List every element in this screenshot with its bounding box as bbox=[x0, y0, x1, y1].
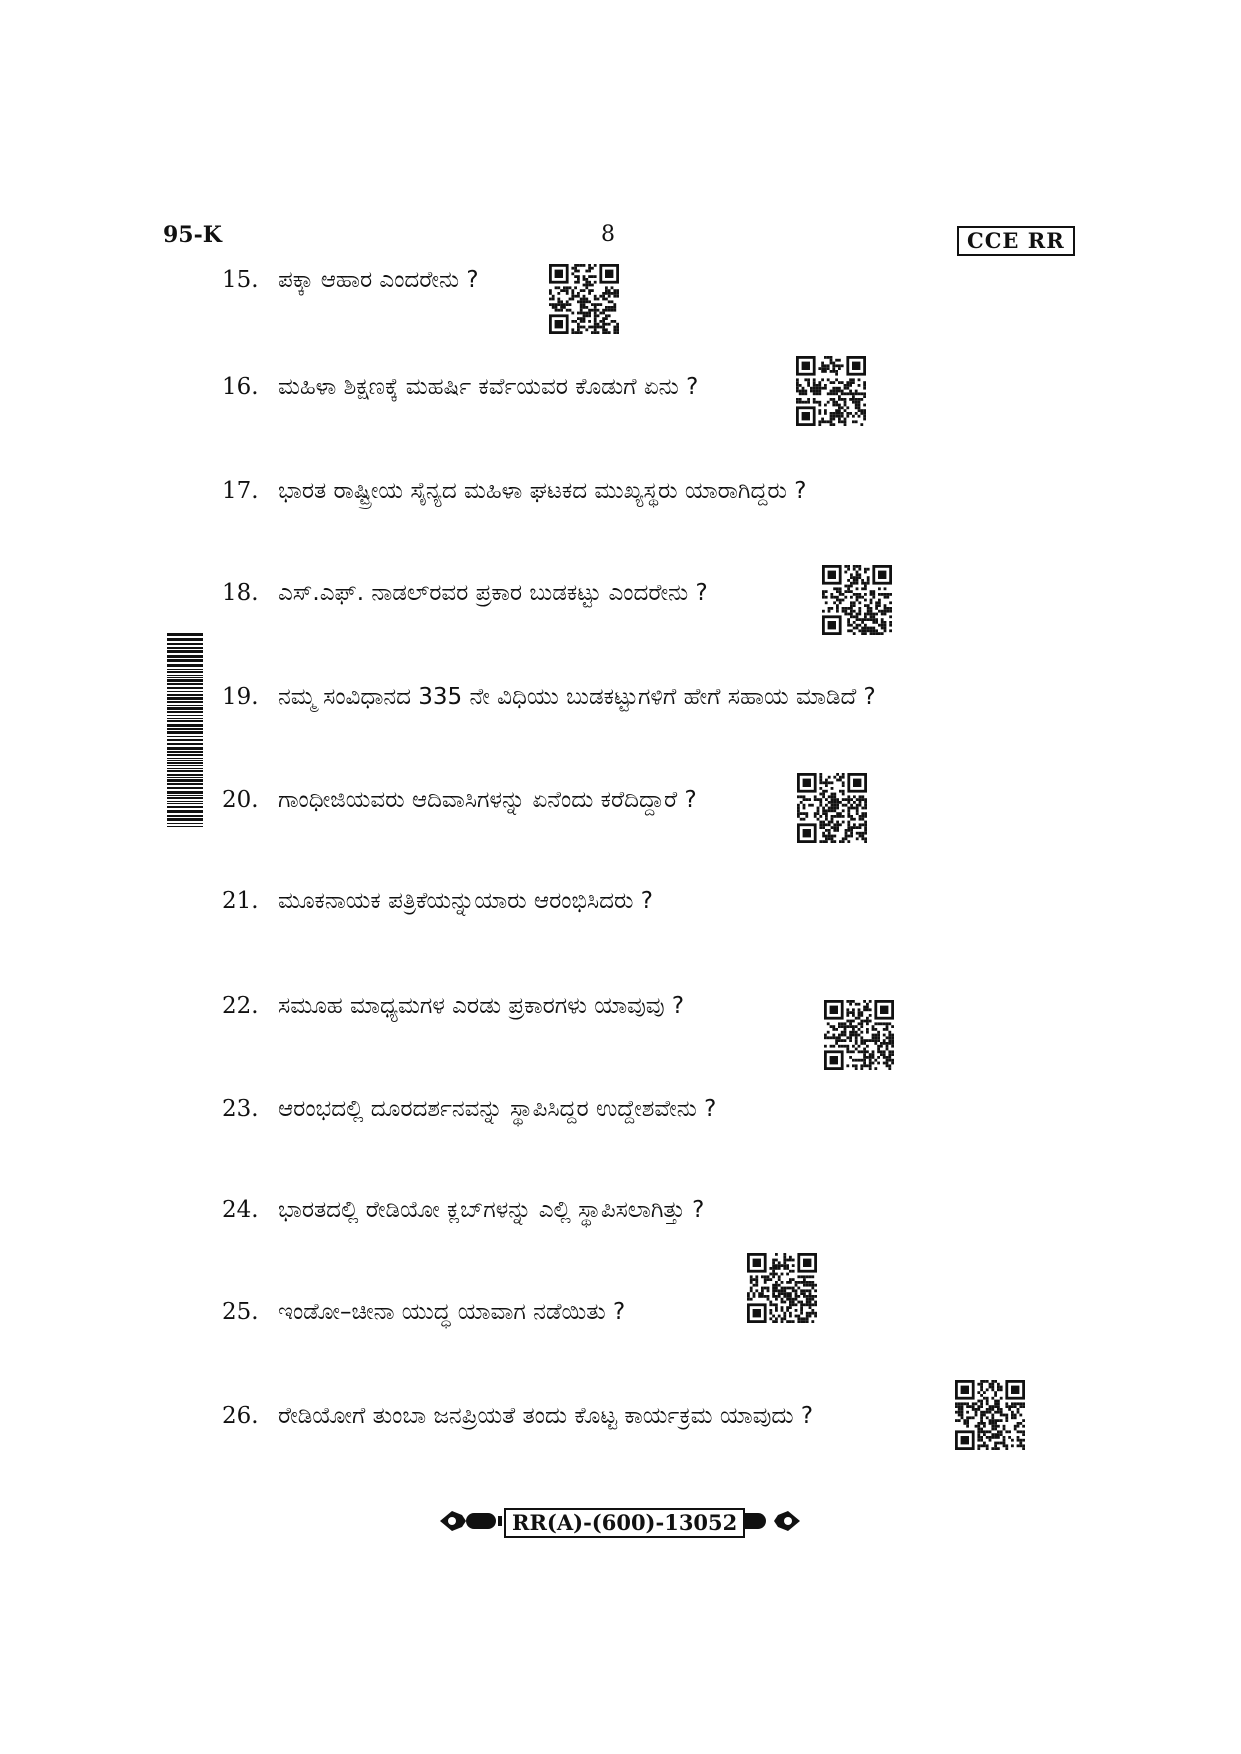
question-number: 16. bbox=[222, 374, 259, 400]
qr-code-icon bbox=[824, 1000, 894, 1070]
question-text: ಪಕ್ಕಾ ಆಹಾರ ಎಂದರೇನು ? bbox=[278, 267, 479, 293]
qr-code-icon bbox=[797, 773, 867, 843]
question-25 bbox=[222, 1299, 625, 1325]
question-number: 19. bbox=[222, 684, 259, 710]
question-number: 15. bbox=[222, 267, 259, 293]
qr-code-icon bbox=[822, 565, 892, 635]
question-number: 25. bbox=[222, 1299, 259, 1325]
question-number: 24. bbox=[222, 1197, 259, 1223]
question-text: ನಮ್ಮ ಸಂವಿಧಾನದ 335 ನೇ ವಿಧಿಯು ಬುಡಕಟ್ಟುಗಳಿಗೆ ಹೇಗೆ ಸಹಾಯ ಮಾಡಿದೆ ? bbox=[278, 684, 876, 710]
question-number: 23. bbox=[222, 1096, 259, 1122]
question-16 bbox=[222, 374, 698, 400]
question-19 bbox=[222, 684, 876, 710]
footer-code: RR(A)-(600)-13052 bbox=[504, 1508, 745, 1538]
question-text: ಎಸ್.ಎಫ್. ನಾಡಲ್‌ರವರ ಪ್ರಕಾರ ಬುಡಕಟ್ಟು ಎಂದರೇನು ? bbox=[278, 580, 708, 606]
qr-code-icon bbox=[955, 1380, 1025, 1450]
qr-code-icon bbox=[796, 356, 866, 426]
page-number: 8 bbox=[601, 222, 615, 247]
barcode-icon bbox=[167, 633, 203, 827]
series-badge: CCE RR bbox=[957, 226, 1075, 256]
question-text: ಭಾರತದಲ್ಲಿ ರೇಡಿಯೋ ಕ್ಲಬ್‌ಗಳನ್ನು ಎಲ್ಲಿ ಸ್ಥಾಪಿಸಲಾಗಿತ್ತು ? bbox=[278, 1197, 705, 1223]
question-23 bbox=[222, 1096, 716, 1122]
question-number: 26. bbox=[222, 1403, 259, 1429]
question-21 bbox=[222, 888, 653, 914]
question-text: ರೇಡಿಯೋಗೆ ತುಂಬಾ ಜನಪ್ರಿಯತೆ ತಂದು ಕೊಟ್ಟ ಕಾರ್ಯಕ್ರಮ ಯಾವುದು ? bbox=[278, 1403, 814, 1429]
question-24 bbox=[222, 1197, 704, 1223]
question-18 bbox=[222, 580, 708, 606]
question-text: ಗಾಂಧೀಜಿಯವರು ಆದಿವಾಸಿಗಳನ್ನು ಏನೆಂದು ಕರೆದಿದ್ದಾರೆ ? bbox=[278, 787, 697, 813]
question-text: ಮಹಿಳಾ ಶಿಕ್ಷಣಕ್ಕೆ ಮಹರ್ಷಿ ಕರ್ವೆಯವರ ಕೊಡುಗೆ ಏನು ? bbox=[278, 374, 699, 400]
question-text: ಸಮೂಹ ಮಾಧ್ಯಮಗಳ ಎರಡು ಪ್ರಕಾರಗಳು ಯಾವುವು ? bbox=[278, 993, 685, 1019]
question-17 bbox=[222, 478, 806, 504]
question-text: ಮೂಕನಾಯಕ ಪತ್ರಿಕೆಯನ್ನುಯಾರು ಆರಂಭಿಸಿದರು ? bbox=[278, 888, 653, 914]
question-22 bbox=[222, 993, 684, 1019]
question-number: 21. bbox=[222, 888, 259, 914]
qr-code-icon bbox=[747, 1253, 817, 1323]
question-text: ಇಂಡೋ–ಚೀನಾ ಯುದ್ಧ ಯಾವಾಗ ನಡೆಯಿತು ? bbox=[278, 1299, 626, 1325]
question-15 bbox=[222, 267, 479, 293]
question-number: 17. bbox=[222, 478, 259, 504]
qr-code-icon bbox=[549, 264, 619, 334]
question-20 bbox=[222, 787, 697, 813]
question-text: ಭಾರತ ರಾಷ್ಟ್ರೀಯ ಸೈನ್ಯದ ಮಹಿಳಾ ಘಟಕದ ಮುಖ್ಯಸ್ಥರು ಯಾರಾಗಿದ್ದರು ? bbox=[278, 478, 807, 504]
question-number: 20. bbox=[222, 787, 259, 813]
question-26 bbox=[222, 1403, 813, 1429]
question-number: 18. bbox=[222, 580, 259, 606]
question-text: ಆರಂಭದಲ್ಲಿ ದೂರದರ್ಶನವನ್ನು ಸ್ಥಾಪಿಸಿದ್ದರ ಉದ್ದೇಶವೇನು ? bbox=[278, 1096, 717, 1122]
paper-code: 95-K bbox=[163, 222, 222, 248]
question-number: 22. bbox=[222, 993, 259, 1019]
